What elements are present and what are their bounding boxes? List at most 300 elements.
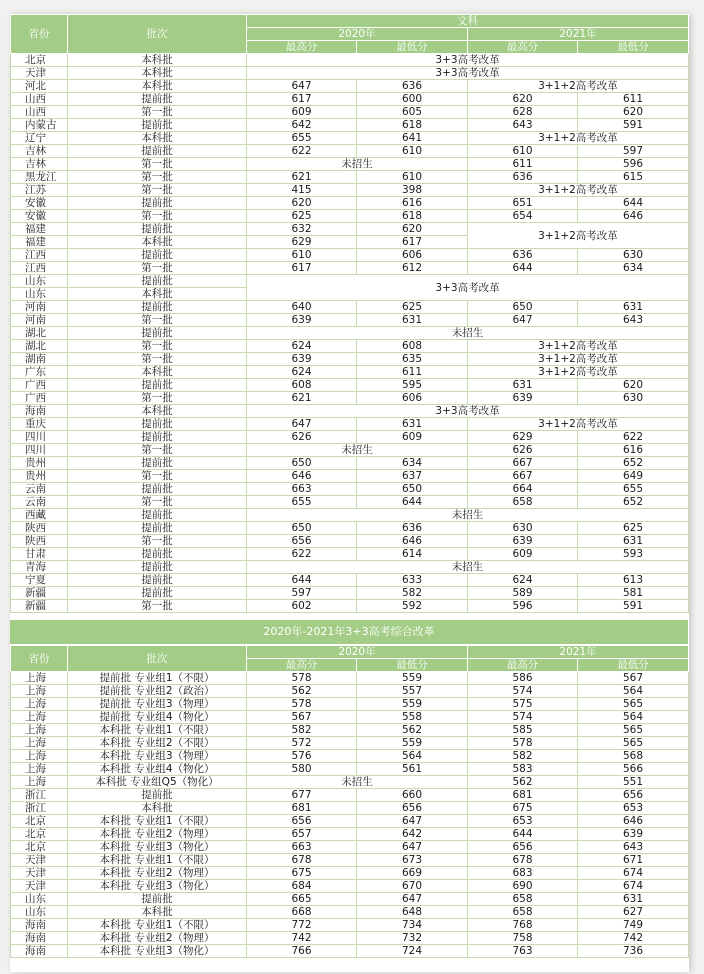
cell-2021-max: 611 (468, 158, 578, 171)
cell-2021-max: 596 (468, 600, 578, 613)
cell-2021-max: 658 (468, 496, 578, 509)
cell-2021-min: 568 (578, 750, 689, 763)
cell-province: 四川 (11, 431, 68, 444)
cell-batch: 提前批 (68, 561, 247, 574)
header-province: 省份 (11, 15, 68, 54)
cell-province: 安徽 (11, 197, 68, 210)
table-row (11, 763, 689, 776)
cell-2021-min: 631 (578, 893, 689, 906)
cell-province: 海南 (11, 405, 68, 418)
cell-2020-max: 681 (247, 802, 357, 815)
cell-batch: 第一批 (68, 392, 247, 405)
cell-2020-min: 605 (357, 106, 468, 119)
cell-batch: 本科批 (68, 366, 247, 379)
table-row (11, 815, 689, 828)
cell-province: 江苏 (11, 184, 68, 197)
cell-2020-min: 564 (357, 750, 468, 763)
cell-merged-note: 未招生 (247, 327, 689, 340)
cell-province: 贵州 (11, 457, 68, 470)
table-row (11, 54, 689, 67)
cell-province: 山东 (11, 288, 68, 301)
cell-2020-max: 629 (247, 236, 357, 249)
cell-province: 西藏 (11, 509, 68, 522)
cell-2021-max: 589 (468, 587, 578, 600)
cell-province: 吉林 (11, 158, 68, 171)
cell-2020-max: 621 (247, 171, 357, 184)
table-row (11, 802, 689, 815)
cell-2021-min: 565 (578, 724, 689, 737)
cell-2020-max: 655 (247, 496, 357, 509)
cell-2021-min: 749 (578, 919, 689, 932)
cell-province: 内蒙古 (11, 119, 68, 132)
cell-2020-min: 634 (357, 457, 468, 470)
cell-2021-min: 646 (578, 815, 689, 828)
table-row (11, 353, 689, 366)
cell-batch: 提前批 (68, 483, 247, 496)
cell-province: 广西 (11, 379, 68, 392)
cell-2020-min: 595 (357, 379, 468, 392)
cell-province: 重庆 (11, 418, 68, 431)
cell-2021-min: 652 (578, 457, 689, 470)
cell-2020-min: 647 (357, 893, 468, 906)
cell-2020-min: 592 (357, 600, 468, 613)
cell-province: 山东 (11, 275, 68, 288)
cell-batch: 提前批 (68, 893, 247, 906)
header-batch: 批次 (68, 15, 247, 54)
cell-batch: 本科批 专业组Q5（物化） (68, 776, 247, 789)
cell-2020-max: 621 (247, 392, 357, 405)
table-row (11, 106, 689, 119)
cell-province: 北京 (11, 815, 68, 828)
cell-province: 山西 (11, 93, 68, 106)
cell-batch: 提前批 (68, 379, 247, 392)
cell-2020-min: 562 (357, 724, 468, 737)
cell-province: 河北 (11, 80, 68, 93)
cell-province: 贵州 (11, 470, 68, 483)
cell-2021-min: 742 (578, 932, 689, 945)
cell-2021-min: 736 (578, 945, 689, 958)
table-row (11, 789, 689, 802)
cell-2020-max: 580 (247, 763, 357, 776)
cell-batch: 提前批 (68, 789, 247, 802)
cell-2021-max: 626 (468, 444, 578, 457)
cell-batch: 第一批 (68, 535, 247, 548)
cell-2020-max: 617 (247, 262, 357, 275)
cell-2021-max: 636 (468, 249, 578, 262)
cell-2021-max: 667 (468, 457, 578, 470)
cell-2020-min: 618 (357, 210, 468, 223)
cell-2020-max: 668 (247, 906, 357, 919)
cell-2021-max: 639 (468, 535, 578, 548)
cell-2020-min: 656 (357, 802, 468, 815)
cell-batch: 提前批 (68, 548, 247, 561)
cell-province: 河南 (11, 301, 68, 314)
cell-2020-max: 562 (247, 685, 357, 698)
cell-2020-min: 646 (357, 535, 468, 548)
cell-2021-min: 655 (578, 483, 689, 496)
table-row (11, 854, 689, 867)
cell-2021-max: 667 (468, 470, 578, 483)
cell-2020-min: 559 (357, 672, 468, 685)
cell-2020-min: 631 (357, 314, 468, 327)
cell-2020-min: 618 (357, 119, 468, 132)
cell-2021-min: 551 (578, 776, 689, 789)
cell-2021-min: 581 (578, 587, 689, 600)
cell-2020-min: 600 (357, 93, 468, 106)
cell-batch: 提前批 (68, 145, 247, 158)
table-row (11, 919, 689, 932)
header-year-2020: 2020年 (247, 28, 468, 41)
cell-2020-min: 673 (357, 854, 468, 867)
table-row (11, 392, 689, 405)
cell-batch: 本科批 (68, 236, 247, 249)
cell-2021-min: 565 (578, 737, 689, 750)
cell-2020-max: 620 (247, 197, 357, 210)
cell-province: 陕西 (11, 522, 68, 535)
cell-2020-max: 624 (247, 366, 357, 379)
header-year-2021: 2021年 (468, 646, 689, 659)
cell-2021-min: 566 (578, 763, 689, 776)
table-reform-scores (10, 645, 689, 958)
cell-2020-min: 606 (357, 249, 468, 262)
cell-2020-min: 724 (357, 945, 468, 958)
cell-merged-note: 3+3高考改革 (247, 54, 689, 67)
table-row (11, 711, 689, 724)
cell-batch: 第一批 (68, 496, 247, 509)
cell-2020-max: 640 (247, 301, 357, 314)
table-row (11, 600, 689, 613)
cell-merged-note: 3+1+2高考改革 (468, 418, 689, 431)
cell-merged-note: 3+1+2高考改革 (468, 132, 689, 145)
table-row (11, 340, 689, 353)
cell-2020-max: 639 (247, 353, 357, 366)
table-row (11, 932, 689, 945)
table-row (11, 561, 689, 574)
cell-province: 湖南 (11, 353, 68, 366)
table-row (11, 906, 689, 919)
table-row (11, 776, 689, 789)
table-row (11, 945, 689, 958)
cell-batch: 第一批 (68, 106, 247, 119)
cell-2020-min: 734 (357, 919, 468, 932)
cell-2020-min: 609 (357, 431, 468, 444)
cell-2021-min: 652 (578, 496, 689, 509)
cell-2020-max: 576 (247, 750, 357, 763)
header-subject: 文科 (247, 15, 689, 28)
cell-2021-max: 675 (468, 802, 578, 815)
cell-batch: 第一批 (68, 184, 247, 197)
cell-batch: 提前批 专业组4（物化） (68, 711, 247, 724)
cell-province: 江西 (11, 249, 68, 262)
cell-province: 上海 (11, 698, 68, 711)
header-max-2021: 最高分 (468, 41, 578, 54)
cell-batch: 第一批 (68, 600, 247, 613)
cell-2021-max: 585 (468, 724, 578, 737)
table-row (11, 737, 689, 750)
cell-batch: 提前批 (68, 522, 247, 535)
table-row (11, 249, 689, 262)
cell-2021-min: 620 (578, 379, 689, 392)
cell-2020-max: 678 (247, 854, 357, 867)
cell-2021-max: 636 (468, 171, 578, 184)
cell-province: 广西 (11, 392, 68, 405)
cell-2021-max: 583 (468, 763, 578, 776)
cell-batch: 提前批 (68, 327, 247, 340)
cell-merged-note: 未招生 (247, 444, 468, 457)
cell-2021-min: 615 (578, 171, 689, 184)
header-min-2020: 最低分 (357, 659, 468, 672)
cell-2021-max: 664 (468, 483, 578, 496)
cell-2020-max: 655 (247, 132, 357, 145)
cell-2020-min: 610 (357, 145, 468, 158)
cell-2021-max: 609 (468, 548, 578, 561)
cell-province: 海南 (11, 945, 68, 958)
page-sheet (10, 14, 689, 972)
cell-batch: 提前批 (68, 431, 247, 444)
cell-batch: 本科批 (68, 67, 247, 80)
table-row (11, 698, 689, 711)
cell-merged-note: 3+3高考改革 (247, 275, 689, 301)
cell-2020-max: 677 (247, 789, 357, 802)
cell-province: 上海 (11, 763, 68, 776)
cell-2021-max: 690 (468, 880, 578, 893)
cell-2020-max: 650 (247, 522, 357, 535)
cell-2020-min: 650 (357, 483, 468, 496)
cell-2020-max: 656 (247, 815, 357, 828)
cell-province: 福建 (11, 223, 68, 236)
cell-merged-note: 3+1+2高考改革 (468, 184, 689, 197)
table-row (11, 431, 689, 444)
cell-2021-max: 630 (468, 522, 578, 535)
table-row (11, 548, 689, 561)
cell-province: 甘肃 (11, 548, 68, 561)
cell-2021-max: 629 (468, 431, 578, 444)
cell-2020-max: 766 (247, 945, 357, 958)
cell-2020-max: 663 (247, 841, 357, 854)
cell-2021-min: 630 (578, 392, 689, 405)
cell-2021-min: 649 (578, 470, 689, 483)
cell-2020-min: 637 (357, 470, 468, 483)
cell-2021-max: 644 (468, 262, 578, 275)
cell-2021-min: 631 (578, 301, 689, 314)
table-row (11, 522, 689, 535)
cell-2020-min: 625 (357, 301, 468, 314)
cell-2020-max: 415 (247, 184, 357, 197)
cell-2020-min: 559 (357, 698, 468, 711)
cell-batch: 第一批 (68, 262, 247, 275)
table-row (11, 184, 689, 197)
cell-2020-min: 644 (357, 496, 468, 509)
cell-2021-min: 620 (578, 106, 689, 119)
cell-merged-note: 3+1+2高考改革 (468, 353, 689, 366)
table-row (11, 841, 689, 854)
cell-province: 江西 (11, 262, 68, 275)
cell-2021-min: 646 (578, 210, 689, 223)
table-row (11, 301, 689, 314)
cell-2021-min: 671 (578, 854, 689, 867)
cell-merged-note: 3+1+2高考改革 (468, 80, 689, 93)
cell-batch: 本科批 专业组3（物化） (68, 841, 247, 854)
cell-2020-min: 732 (357, 932, 468, 945)
cell-batch: 本科批 专业组2（物理） (68, 932, 247, 945)
cell-2020-max: 622 (247, 548, 357, 561)
cell-2021-min: 643 (578, 314, 689, 327)
table-row (11, 171, 689, 184)
table-row (11, 366, 689, 379)
cell-2021-max: 681 (468, 789, 578, 802)
cell-batch: 提前批 专业组1（不限） (68, 672, 247, 685)
cell-province: 山东 (11, 893, 68, 906)
cell-2020-min: 561 (357, 763, 468, 776)
cell-batch: 第一批 (68, 158, 247, 171)
cell-2020-max: 684 (247, 880, 357, 893)
cell-2021-min: 630 (578, 249, 689, 262)
cell-province: 山东 (11, 906, 68, 919)
cell-province: 浙江 (11, 789, 68, 802)
cell-batch: 提前批 (68, 249, 247, 262)
cell-batch: 第一批 (68, 470, 247, 483)
table-row (11, 509, 689, 522)
cell-2021-max: 653 (468, 815, 578, 828)
cell-merged-note: 未招生 (247, 509, 689, 522)
table-row (11, 132, 689, 145)
cell-2020-min: 670 (357, 880, 468, 893)
cell-province: 吉林 (11, 145, 68, 158)
table-body (11, 672, 689, 958)
cell-2020-min: 582 (357, 587, 468, 600)
section-title: 2020年-2021年3+3高考综合改革 (10, 620, 688, 644)
cell-2020-max: 578 (247, 698, 357, 711)
cell-province: 辽宁 (11, 132, 68, 145)
table-row (11, 535, 689, 548)
cell-2021-max: 656 (468, 841, 578, 854)
cell-2021-max: 658 (468, 906, 578, 919)
table-header (11, 15, 689, 54)
table-row (11, 457, 689, 470)
table-wenke-scores (10, 14, 689, 613)
cell-2021-max: 575 (468, 698, 578, 711)
cell-2020-max: 578 (247, 672, 357, 685)
cell-province: 海南 (11, 919, 68, 932)
cell-2021-max: 651 (468, 197, 578, 210)
cell-2021-min: 591 (578, 119, 689, 132)
cell-batch: 提前批 (68, 93, 247, 106)
table-row (11, 210, 689, 223)
cell-2021-min: 639 (578, 828, 689, 841)
cell-2021-min: 674 (578, 880, 689, 893)
header-year-2020: 2020年 (247, 646, 468, 659)
cell-2020-min: 612 (357, 262, 468, 275)
cell-merged-note: 未招生 (247, 776, 468, 789)
table-row (11, 275, 689, 288)
cell-batch: 提前批 专业组3（物理） (68, 698, 247, 711)
cell-2020-min: 642 (357, 828, 468, 841)
cell-province: 北京 (11, 841, 68, 854)
cell-province: 北京 (11, 828, 68, 841)
cell-province: 云南 (11, 496, 68, 509)
cell-2020-min: 606 (357, 392, 468, 405)
cell-batch: 提前批 专业组2（政治） (68, 685, 247, 698)
cell-2020-max: 622 (247, 145, 357, 158)
cell-2021-max: 624 (468, 574, 578, 587)
cell-merged-note: 3+1+2高考改革 (468, 366, 689, 379)
table-row (11, 828, 689, 841)
table-row (11, 724, 689, 737)
cell-2020-max: 572 (247, 737, 357, 750)
cell-merged-note: 3+3高考改革 (247, 405, 689, 418)
header-max-2020: 最高分 (247, 41, 357, 54)
cell-2020-min: 616 (357, 197, 468, 210)
cell-2021-max: 574 (468, 685, 578, 698)
cell-province: 上海 (11, 724, 68, 737)
cell-2020-max: 632 (247, 223, 357, 236)
cell-2020-max: 644 (247, 574, 357, 587)
header-min-2021: 最低分 (578, 659, 689, 672)
cell-batch: 提前批 (68, 197, 247, 210)
cell-province: 新疆 (11, 600, 68, 613)
table-row (11, 880, 689, 893)
cell-2021-min: 593 (578, 548, 689, 561)
table-row (11, 483, 689, 496)
cell-batch: 提前批 (68, 119, 247, 132)
table-row (11, 444, 689, 457)
cell-2020-min: 669 (357, 867, 468, 880)
cell-province: 上海 (11, 685, 68, 698)
cell-2020-min: 636 (357, 522, 468, 535)
cell-province: 青海 (11, 561, 68, 574)
cell-province: 宁夏 (11, 574, 68, 587)
header-min-2020: 最低分 (357, 41, 468, 54)
table-row (11, 470, 689, 483)
cell-2020-max: 656 (247, 535, 357, 548)
cell-2021-max: 768 (468, 919, 578, 932)
cell-batch: 第一批 (68, 444, 247, 457)
cell-province: 浙江 (11, 802, 68, 815)
cell-merged-note: 3+3高考改革 (247, 67, 689, 80)
cell-province: 湖北 (11, 340, 68, 353)
cell-batch: 本科批 (68, 288, 247, 301)
table-row (11, 379, 689, 392)
cell-province: 上海 (11, 750, 68, 763)
cell-2020-max: 617 (247, 93, 357, 106)
cell-2021-min: 634 (578, 262, 689, 275)
table-row (11, 93, 689, 106)
cell-2020-max: 582 (247, 724, 357, 737)
cell-2020-max: 626 (247, 431, 357, 444)
cell-batch: 本科批 专业组2（物理） (68, 867, 247, 880)
cell-2021-max: 578 (468, 737, 578, 750)
table-row (11, 158, 689, 171)
cell-batch: 本科批 专业组1（不限） (68, 854, 247, 867)
cell-batch: 本科批 (68, 906, 247, 919)
table-row (11, 893, 689, 906)
cell-batch: 第一批 (68, 210, 247, 223)
cell-province: 四川 (11, 444, 68, 457)
table-row (11, 405, 689, 418)
cell-2020-min: 558 (357, 711, 468, 724)
cell-2020-min: 636 (357, 80, 468, 93)
cell-2020-min: 608 (357, 340, 468, 353)
table-row (11, 574, 689, 587)
cell-2021-max: 683 (468, 867, 578, 880)
cell-2021-max: 644 (468, 828, 578, 841)
cell-2021-min: 611 (578, 93, 689, 106)
cell-2021-max: 582 (468, 750, 578, 763)
cell-province: 广东 (11, 366, 68, 379)
cell-2021-min: 653 (578, 802, 689, 815)
cell-province: 北京 (11, 54, 68, 67)
cell-province: 云南 (11, 483, 68, 496)
